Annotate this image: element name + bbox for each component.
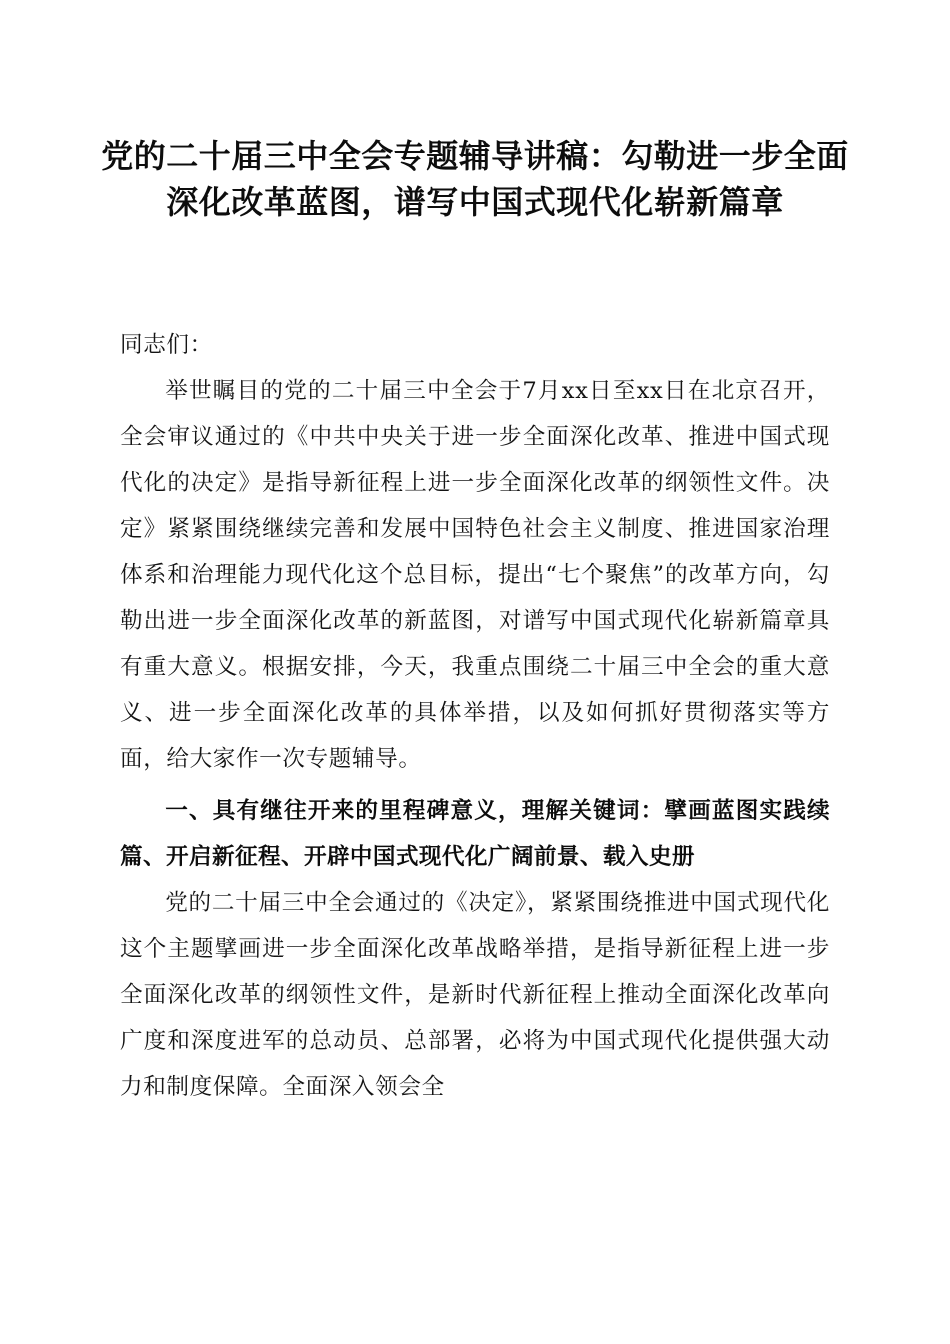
document-body	[120, 322, 830, 1110]
paragraph-section-1: 党的二十届三中全会通过的《决定》，紧紧围绕推进中国式现代化这个主题擘画进一步全面深化改革战略举措，是指导新征程上进一步全面深化改革的纲领性文件，是新时代新征程上推动全面深化改革向广度和深度进军的总动员、总部署，必将为中国式现代化提供强大动力和制度保障。全面深入领会全	[120, 890, 830, 1100]
section-heading-1: 一、具有继往开来的里程碑意义，理解关键词：擘画蓝图实践续篇、开启新征程、开辟中国式现代化广阔前景、载入史册	[120, 798, 830, 870]
document-title: 党的二十届三中全会专题辅导讲稿：勾勒进一步全面深化改革蓝图，谱写中国式现代化崭新篇章	[101, 137, 849, 221]
paragraph-intro: 举世瞩目的党的二十届三中全会于7月xx日至xx日在北京召开，全会审议通过的《中共中央关于进一步全面深化改革、推进中国式现代化的决定》是指导新征程上进一步全面深化改革的纲领性文件。决定》紧紧围绕继续完善和发展中国特色社会主义制度、推进国家治理体系和治理能力现代化这个总目标，提出“七个聚焦”的改革方向，勾勒出进一步全面深化改革的新蓝图，对谱写中国式现代化崭新篇章具有重大意义。根据安排，今天，我重点围绕二十届三中全会的重大意义、进一步全面深化改革的具体举措，以及如何抓好贯彻落实等方面，给大家作一次专题辅导。	[120, 378, 830, 772]
salutation: 同志们：	[120, 332, 213, 358]
